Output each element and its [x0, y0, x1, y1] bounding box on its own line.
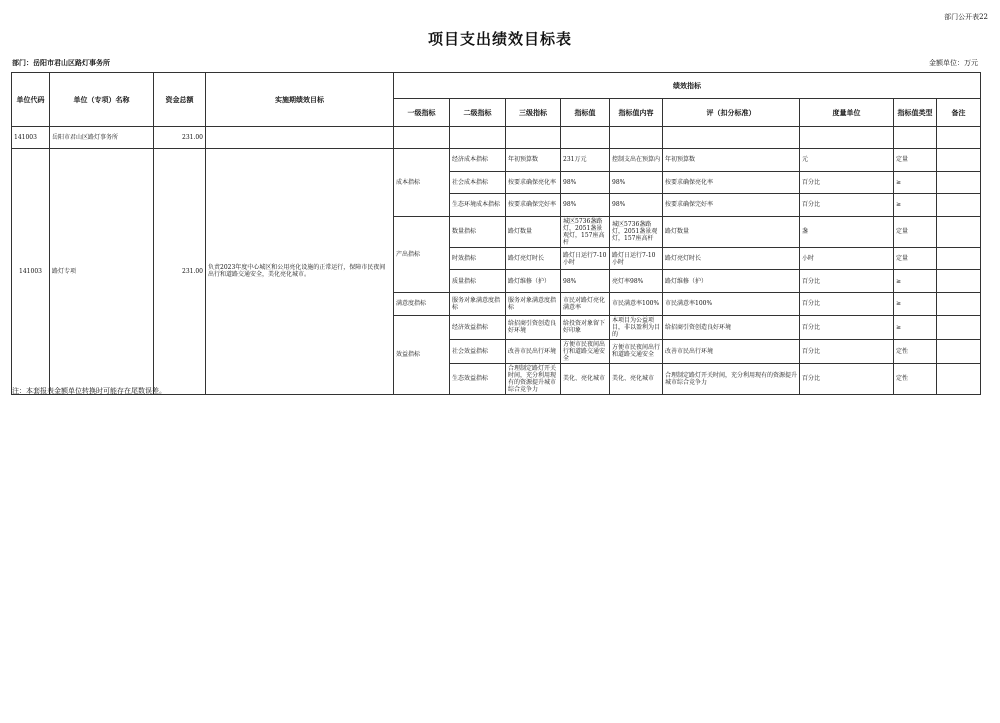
- value-type-cell: ≥: [894, 292, 937, 315]
- indicator-content-cell: 美化、亮化城市: [610, 363, 663, 394]
- scoring-standard-cell: 路灯亮灯时长: [663, 247, 800, 270]
- header-value-type: 指标值类型: [894, 99, 937, 127]
- scoring-standard-cell: 改善市民出行环境: [663, 339, 800, 363]
- unit-code-cell: 141003: [12, 127, 50, 149]
- level3-indicator-cell: 给招商引资创造良好环境: [506, 315, 561, 339]
- indicator-row: [12, 149, 981, 172]
- indicator-content-cell: 亮灯率98%: [610, 270, 663, 293]
- remark-cell: [937, 292, 981, 315]
- remark-cell: [937, 339, 981, 363]
- measure-unit-cell: 小时: [800, 247, 894, 270]
- empty-cell: [450, 127, 506, 149]
- page-label: 部门公开表22: [944, 13, 988, 21]
- level1-indicator-cell: 成本指标: [394, 149, 450, 217]
- scoring-standard-cell: 路灯数量: [663, 216, 800, 247]
- measure-unit-cell: 百分比: [800, 315, 894, 339]
- indicator-content-cell: 城区5736盏路灯，2051盏景观灯，157座高杆: [610, 216, 663, 247]
- remark-cell: [937, 216, 981, 247]
- indicator-content-cell: 本项目为公益项目，非以盈利为目的: [610, 315, 663, 339]
- remark-cell: [937, 363, 981, 394]
- level2-indicator-cell: 生态效益指标: [450, 363, 506, 394]
- footnote: 注：本套报表金额单位转换时可能存在尾数误差。: [12, 387, 166, 395]
- indicator-value-cell: 美化、亮化城市: [561, 363, 610, 394]
- header-total-funds: 资金总额: [154, 73, 206, 127]
- value-type-cell: 定性: [894, 363, 937, 394]
- remark-cell: [937, 247, 981, 270]
- header-unit-name: 单位（专项）名称: [50, 73, 154, 127]
- empty-cell: [800, 127, 894, 149]
- indicator-value-cell: 路灯日运行7-10小时: [561, 247, 610, 270]
- indicator-content-cell: 98%: [610, 194, 663, 217]
- level1-indicator-cell: 满意度指标: [394, 292, 450, 315]
- level2-indicator-cell: 社会成本指标: [450, 171, 506, 194]
- level3-indicator-cell: 路灯维修（护）: [506, 270, 561, 293]
- level3-indicator-cell: 路灯亮灯时长: [506, 247, 561, 270]
- remark-cell: [937, 171, 981, 194]
- measure-unit-cell: 百分比: [800, 270, 894, 293]
- indicator-value-cell: 方便市民夜间出行和道路交通安全: [561, 339, 610, 363]
- project-amount-cell: 231.00: [154, 149, 206, 395]
- empty-cell: [206, 127, 394, 149]
- empty-cell: [561, 127, 610, 149]
- level2-indicator-cell: 质量指标: [450, 270, 506, 293]
- level2-indicator-cell: 社会效益指标: [450, 339, 506, 363]
- measure-unit-cell: 百分比: [800, 363, 894, 394]
- indicator-value-cell: 98%: [561, 171, 610, 194]
- value-type-cell: ≥: [894, 194, 937, 217]
- measure-unit-cell: 盏: [800, 216, 894, 247]
- level3-indicator-cell: 改善市民出行环境: [506, 339, 561, 363]
- performance-table: [11, 72, 981, 395]
- level3-indicator-cell: 按要求确保完好率: [506, 194, 561, 217]
- project-name-cell: 路灯专项: [50, 149, 154, 395]
- header-measure-unit: 度量单位: [800, 99, 894, 127]
- level2-indicator-cell: 经济成本指标: [450, 149, 506, 172]
- measure-unit-cell: 元: [800, 149, 894, 172]
- indicator-value-cell: 98%: [561, 194, 610, 217]
- measure-unit-cell: 百分比: [800, 171, 894, 194]
- scoring-standard-cell: 按要求确保完好率: [663, 194, 800, 217]
- project-code-cell: 141003: [12, 149, 50, 395]
- level2-indicator-cell: 经济效益指标: [450, 315, 506, 339]
- empty-cell: [610, 127, 663, 149]
- header-value: 指标值: [561, 99, 610, 127]
- level2-indicator-cell: 生态环境成本指标: [450, 194, 506, 217]
- indicator-value-cell: 市民对路灯亮化满意率: [561, 292, 610, 315]
- indicator-value-cell: 231万元: [561, 149, 610, 172]
- project-goal-cell: 负责2023年度中心城区和公用亮化设施的正常运行，保障市民夜间出行和道路交通安全，美化亮化城市。: [206, 149, 394, 395]
- level1-indicator-cell: 效益指标: [394, 315, 450, 394]
- header-remark: 备注: [937, 99, 981, 127]
- scoring-standard-cell: 合理制定路灯开关时间，充分利用现有的资源提升城市综合竞争力: [663, 363, 800, 394]
- level3-indicator-cell: 路灯数量: [506, 216, 561, 247]
- value-type-cell: 定量: [894, 216, 937, 247]
- value-type-cell: 定性: [894, 339, 937, 363]
- measure-unit-cell: 百分比: [800, 194, 894, 217]
- remark-cell: [937, 315, 981, 339]
- department-label: 部门：岳阳市君山区路灯事务所: [12, 58, 110, 67]
- scoring-standard-cell: 给招商引资创造良好环境: [663, 315, 800, 339]
- level2-indicator-cell: 时效指标: [450, 247, 506, 270]
- indicator-content-cell: 98%: [610, 171, 663, 194]
- header-performance-indicators: 绩效指标: [394, 73, 981, 99]
- empty-cell: [894, 127, 937, 149]
- measure-unit-cell: 百分比: [800, 339, 894, 363]
- amount-unit-label: 金额单位：万元: [929, 59, 978, 67]
- indicator-value-cell: 给投资对象留下好印象: [561, 315, 610, 339]
- header-unit-code: 单位代码: [12, 73, 50, 127]
- remark-cell: [937, 194, 981, 217]
- level3-indicator-cell: 合理制定路灯开关时间，充分利用现有的资源提升城市综合竞争力: [506, 363, 561, 394]
- level3-indicator-cell: 按要求确保亮化率: [506, 171, 561, 194]
- remark-cell: [937, 270, 981, 293]
- empty-cell: [937, 127, 981, 149]
- scoring-standard-cell: 路灯维修（护）: [663, 270, 800, 293]
- unit-amount-cell: 231.00: [154, 127, 206, 149]
- value-type-cell: ≥: [894, 270, 937, 293]
- indicator-value-cell: 98%: [561, 270, 610, 293]
- header-level3: 三级指标: [506, 99, 561, 127]
- level1-indicator-cell: 产出指标: [394, 216, 450, 292]
- value-type-cell: 定量: [894, 247, 937, 270]
- header-level2: 二级指标: [450, 99, 506, 127]
- indicator-content-cell: 方便市民夜间出行和道路交通安全: [610, 339, 663, 363]
- header-value-content: 指标值内容: [610, 99, 663, 127]
- measure-unit-cell: 百分比: [800, 292, 894, 315]
- indicator-content-cell: 市民满意率100%: [610, 292, 663, 315]
- scoring-standard-cell: 年初预算数: [663, 149, 800, 172]
- level3-indicator-cell: 年初预算数: [506, 149, 561, 172]
- page-title: 项目支出绩效目标表: [427, 30, 572, 48]
- scoring-standard-cell: 市民满意率100%: [663, 292, 800, 315]
- indicator-value-cell: 城区5736盏路灯，2051盏景观灯，157座高杆: [561, 216, 610, 247]
- indicator-content-cell: 控制支出在预算内: [610, 149, 663, 172]
- empty-cell: [394, 127, 450, 149]
- level2-indicator-cell: 数量指标: [450, 216, 506, 247]
- level3-indicator-cell: 服务对象满意度指标: [506, 292, 561, 315]
- header-goal: 实施期绩效目标: [206, 73, 394, 127]
- empty-cell: [663, 127, 800, 149]
- value-type-cell: ≥: [894, 315, 937, 339]
- level2-indicator-cell: 服务对象满意度指标: [450, 292, 506, 315]
- remark-cell: [937, 149, 981, 172]
- unit-name-cell: 岳阳市君山区路灯事务所: [50, 127, 154, 149]
- empty-cell: [506, 127, 561, 149]
- header-scoring: 评（扣分标准）: [663, 99, 800, 127]
- value-type-cell: ≥: [894, 171, 937, 194]
- value-type-cell: 定量: [894, 149, 937, 172]
- header-level1: 一级指标: [394, 99, 450, 127]
- indicator-content-cell: 路灯日运行7-10小时: [610, 247, 663, 270]
- unit-row: [12, 127, 981, 149]
- scoring-standard-cell: 按要求确保亮化率: [663, 171, 800, 194]
